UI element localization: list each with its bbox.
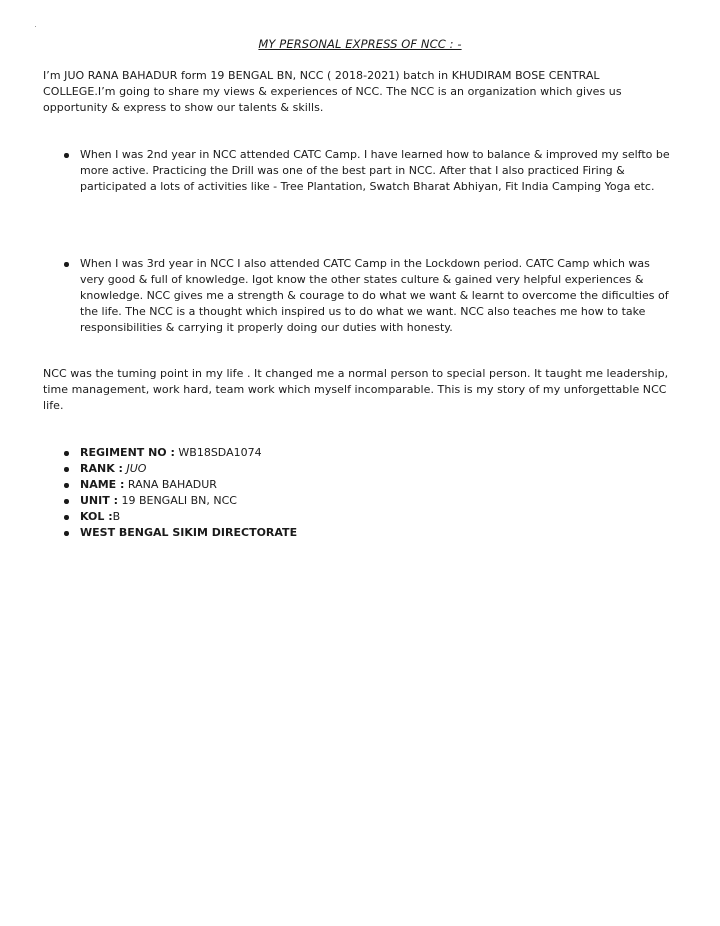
detail-value: RANA BAHADUR xyxy=(124,478,217,491)
cadet-details-list xyxy=(80,445,297,541)
experience-text: When I was 2nd year in NCC attended CATC Camp. I have learned how to balance & improved my selfto be more active. Practicing the Drill was one of the best part in NCC. After that I also practiced Firing & participated a lots of activities like - Tree Plantation, Swatch Bharat Abhiyan, Fit India Camping Yoga etc. xyxy=(80,148,670,193)
detail-label: KOL : xyxy=(80,510,113,523)
directorate-label: WEST BENGAL SIKIM DIRECTORATE xyxy=(80,526,298,539)
detail-value: WB18SDA1074 xyxy=(174,446,262,459)
list-item xyxy=(80,147,674,195)
experience-list-1 xyxy=(80,147,674,195)
detail-unit xyxy=(80,493,297,509)
bullet-icon xyxy=(64,515,69,520)
detail-value: JUO xyxy=(122,462,147,475)
detail-kol xyxy=(80,509,297,525)
bullet-icon xyxy=(64,483,69,488)
bullet-icon xyxy=(64,451,69,456)
detail-directorate xyxy=(80,525,297,541)
document-title: MY PERSONAL EXPRESS OF NCC : - xyxy=(258,37,462,51)
intro-paragraph: I’m JUO RANA BAHADUR form 19 BENGAL BN, NCC ( 2018-2021) batch in KHUDIRAM BOSE CENTRAL COLLEGE.I’m going to share my views & experiences of NCC. The NCC is an organization which gives us opportunity & express to show our talents & skills. xyxy=(43,69,622,114)
detail-label: NAME : xyxy=(80,478,125,491)
detail-label: RANK : xyxy=(80,462,123,475)
bullet-icon xyxy=(64,153,69,158)
detail-label: UNIT : xyxy=(80,494,118,507)
conclusion-paragraph: NCC was the tuming point in my life . It changed me a normal person to special person. It taught me leadership, time management, work hard, team work which myself incomparable. This is my story of my unforgettable NCC life. xyxy=(43,367,669,412)
bullet-icon xyxy=(64,467,69,472)
bullet-icon xyxy=(64,262,69,267)
detail-value: 19 BENGALI BN, NCC xyxy=(117,494,237,507)
detail-name xyxy=(80,477,297,493)
detail-regiment xyxy=(80,445,297,461)
experience-text: When I was 3rd year in NCC I also attended CATC Camp in the Lockdown period. CATC Camp which was very good & full of knowledge. Igot know the other states culture & gained very helpful experiences & knowledge. NCC gives me a strength & courage to do what we want & learnt to overcome the dificulties of the life. The NCC is a thought which inspired us to do what we want. NCC also teaches me how to take responsibilities & carrying it properly doing our duties with honesty. xyxy=(80,257,669,334)
scan-mark xyxy=(35,26,36,27)
bullet-icon xyxy=(64,531,69,536)
detail-label: REGIMENT NO : xyxy=(80,446,175,459)
detail-value: B xyxy=(112,510,121,523)
list-item xyxy=(80,256,674,336)
detail-rank xyxy=(80,461,297,477)
experience-list-2 xyxy=(80,256,674,336)
bullet-icon xyxy=(64,499,69,504)
